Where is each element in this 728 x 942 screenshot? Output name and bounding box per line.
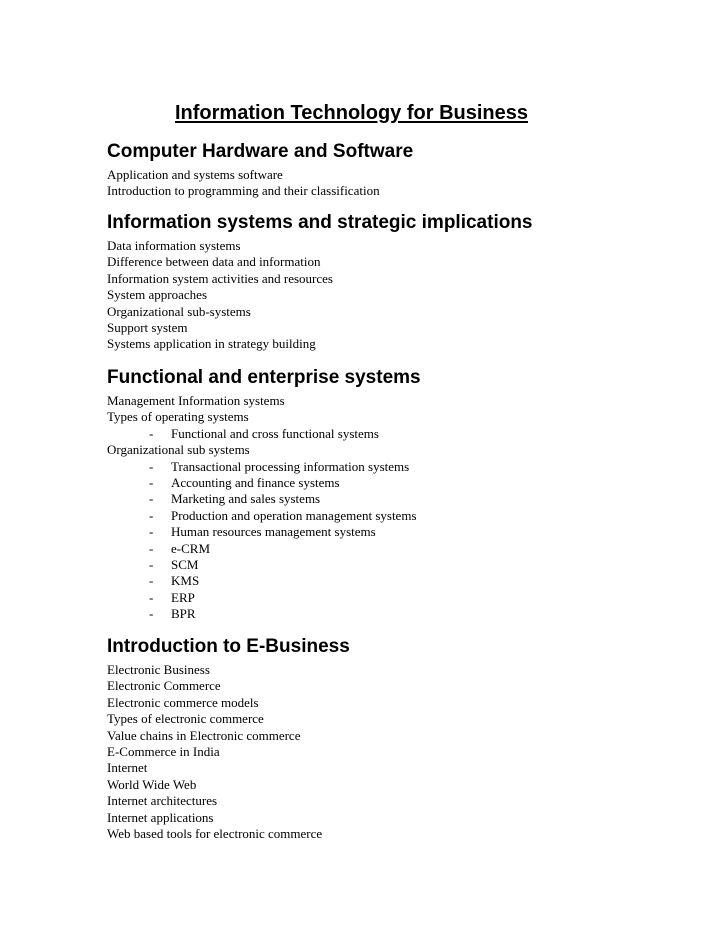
section-item-list bbox=[107, 393, 707, 622]
sub-item-marker-text: - bbox=[149, 524, 154, 540]
section-item-list bbox=[107, 662, 707, 842]
list-item-text: Marketing and sales systems bbox=[171, 491, 321, 507]
sub-item-marker-text: - bbox=[149, 556, 154, 572]
list-item bbox=[107, 826, 707, 842]
list-item bbox=[107, 393, 707, 409]
list-item-text: KMS bbox=[171, 573, 200, 589]
sub-list-item bbox=[107, 459, 707, 475]
sub-item-marker bbox=[107, 491, 171, 507]
list-item-text: Organizational sub-systems bbox=[107, 303, 251, 319]
list-item-text: BPR bbox=[171, 606, 196, 622]
section-heading: Computer Hardware and Software bbox=[107, 141, 414, 162]
list-item-text: Data information systems bbox=[107, 238, 241, 253]
sub-item-marker-text: - bbox=[149, 573, 154, 589]
list-item-text: Difference between data and information bbox=[107, 254, 321, 270]
sub-item-marker-text: - bbox=[149, 425, 154, 441]
sub-item-marker-text: - bbox=[149, 458, 154, 474]
section-heading: Functional and enterprise systems bbox=[107, 367, 421, 388]
sub-list-item bbox=[107, 426, 707, 442]
list-item-text: Support system bbox=[107, 319, 188, 335]
sub-item-marker-text: - bbox=[149, 540, 154, 556]
sub-item-marker bbox=[107, 606, 171, 622]
sub-item-marker bbox=[107, 524, 171, 540]
sub-item-marker-text: - bbox=[149, 589, 154, 605]
list-item-text: Web based tools for electronic commerce bbox=[107, 825, 323, 841]
list-item-text: Internet applications bbox=[107, 809, 214, 825]
list-item-text: Functional and cross functional systems bbox=[171, 425, 379, 441]
list-item-text: System approaches bbox=[107, 287, 208, 303]
sub-list-item bbox=[107, 508, 707, 524]
sub-list-item bbox=[107, 541, 707, 557]
sub-list-item bbox=[107, 524, 707, 540]
list-item-text: E-Commerce in India bbox=[107, 743, 220, 759]
section-item-list bbox=[107, 238, 707, 353]
list-item bbox=[107, 183, 707, 199]
list-item-text: SCM bbox=[171, 556, 199, 572]
list-item bbox=[107, 271, 707, 287]
sub-list-item bbox=[107, 606, 707, 622]
list-item-text: Organizational sub systems bbox=[107, 442, 250, 458]
sub-item-marker bbox=[107, 557, 171, 573]
list-item bbox=[107, 304, 707, 320]
sub-item-marker bbox=[107, 426, 171, 442]
list-item bbox=[107, 254, 707, 270]
sub-item-marker bbox=[107, 459, 171, 475]
list-item bbox=[107, 442, 707, 458]
list-item bbox=[107, 336, 707, 352]
sub-item-marker-text: - bbox=[149, 491, 154, 507]
list-item bbox=[107, 662, 707, 678]
list-item bbox=[107, 744, 707, 760]
section-item-list bbox=[107, 167, 707, 200]
sub-item-marker bbox=[107, 508, 171, 524]
section-hardware-software bbox=[107, 140, 707, 200]
list-item bbox=[107, 287, 707, 303]
list-item bbox=[107, 167, 707, 183]
section-information-systems bbox=[107, 211, 707, 353]
list-item-text: Introduction to programming and their classification bbox=[107, 183, 380, 199]
section-heading: Introduction to E-Business bbox=[107, 636, 350, 657]
sub-list-item bbox=[107, 557, 707, 573]
list-item-text: Human resources management systems bbox=[171, 524, 376, 540]
sub-item-marker-text: - bbox=[149, 474, 154, 490]
list-item-text: Types of operating systems bbox=[107, 409, 249, 425]
section-heading: Information systems and strategic implications bbox=[107, 212, 533, 233]
list-item bbox=[107, 409, 707, 425]
list-item-text: Accounting and finance systems bbox=[171, 474, 340, 490]
list-item-text: e-CRM bbox=[171, 540, 210, 556]
sub-list-item bbox=[107, 491, 707, 507]
sub-list-item bbox=[107, 590, 707, 606]
list-item bbox=[107, 320, 707, 336]
list-item-text: Electronic Commerce bbox=[107, 678, 221, 694]
list-item bbox=[107, 793, 707, 809]
sub-item-marker bbox=[107, 573, 171, 589]
list-item-text: Types of electronic commerce bbox=[107, 711, 264, 727]
list-item-text: Transactional processing information systems bbox=[171, 458, 410, 474]
sub-item-marker bbox=[107, 590, 171, 606]
list-item-text: Electronic commerce models bbox=[107, 694, 259, 710]
list-item-text: Value chains in Electronic commerce bbox=[107, 727, 301, 743]
section-e-business bbox=[107, 635, 707, 842]
list-item bbox=[107, 777, 707, 793]
list-item-text: Information system activities and resources bbox=[107, 270, 333, 286]
list-item-text: Internet bbox=[107, 760, 148, 776]
list-item-text: Production and operation management systems bbox=[171, 507, 417, 523]
list-item-text: Application and systems software bbox=[107, 167, 283, 182]
sub-item-marker bbox=[107, 475, 171, 491]
sub-list-item bbox=[107, 475, 707, 491]
list-item-text: Internet architectures bbox=[107, 793, 218, 809]
sub-list-item bbox=[107, 573, 707, 589]
list-item bbox=[107, 711, 707, 727]
list-item-text: Electronic Business bbox=[107, 662, 210, 677]
section-functional-enterprise bbox=[107, 366, 707, 622]
list-item bbox=[107, 810, 707, 826]
list-item-text: Management Information systems bbox=[107, 393, 285, 408]
list-item bbox=[107, 238, 707, 254]
document-title: Information Technology for Business bbox=[175, 102, 528, 124]
sub-item-marker-text: - bbox=[149, 606, 154, 622]
list-item bbox=[107, 695, 707, 711]
list-item bbox=[107, 678, 707, 694]
list-item-text: Systems application in strategy building bbox=[107, 336, 316, 352]
list-item bbox=[107, 760, 707, 776]
list-item bbox=[107, 728, 707, 744]
list-item-text: World Wide Web bbox=[107, 776, 197, 792]
sub-item-marker-text: - bbox=[149, 507, 154, 523]
sub-item-marker bbox=[107, 541, 171, 557]
list-item-text: ERP bbox=[171, 589, 195, 605]
